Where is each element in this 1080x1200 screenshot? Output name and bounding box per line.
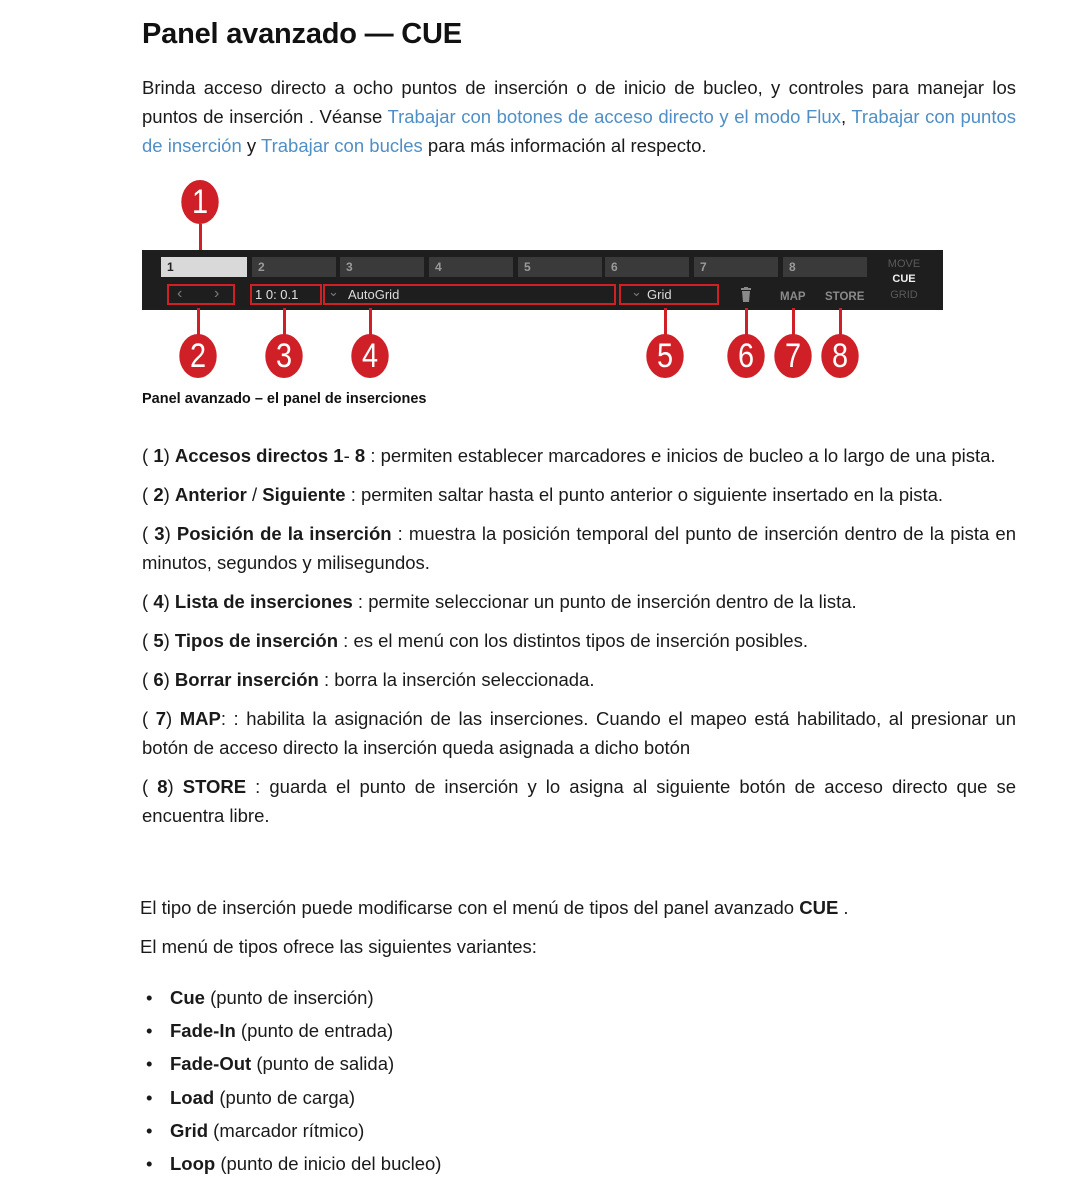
callout-marker-7: 7 bbox=[774, 334, 811, 378]
paragraph-bold: CUE bbox=[799, 897, 839, 918]
item-label: MAP bbox=[179, 708, 221, 729]
item-description: : permite seleccionar un punto de inserción dentro de la lista. bbox=[352, 591, 857, 612]
bullet: • bbox=[146, 1086, 153, 1108]
item-label: Lista de inserciones bbox=[174, 591, 353, 612]
item-label-sep: / bbox=[246, 484, 263, 505]
item-description: : : habilita la asignación de las inserciones. Cuando el mapeo está habilitado, al presionar un botón de acceso directo la inserción queda asignada a dicho botón bbox=[142, 708, 1016, 758]
hotcue-slot-2[interactable]: 2 bbox=[252, 257, 336, 277]
description-item-2: ( 2) Anterior / Siguiente : permiten saltar hasta el punto anterior o siguiente insertado en la pista. bbox=[142, 484, 944, 505]
previous-cue-button[interactable]: ‹ bbox=[177, 285, 183, 302]
link-hotcue-flux[interactable]: Trabajar con botones de acceso directo y el modo Flux bbox=[387, 106, 841, 127]
callout-line-5 bbox=[664, 308, 667, 336]
list-item bbox=[146, 1147, 441, 1180]
callout-marker-3: 3 bbox=[265, 334, 302, 378]
item-label: Anterior bbox=[174, 484, 247, 505]
page-title: Panel avanzado — CUE bbox=[142, 18, 462, 50]
variant-name: Fade-Out bbox=[170, 1053, 252, 1075]
item-number: 8 bbox=[157, 776, 168, 797]
description-item-8: ( 8) STORE : guarda el punto de inserción y lo asigna al siguiente botón de acceso directo que se encuentra libre. bbox=[142, 776, 1016, 826]
variant-name: Load bbox=[170, 1086, 215, 1108]
list-item bbox=[146, 1114, 441, 1147]
list-item bbox=[146, 1014, 441, 1047]
description-item-5: ( 5) Tipos de inserción : es el menú con los distintos tipos de inserción posibles. bbox=[142, 630, 808, 651]
item-description: : borra la inserción seleccionada. bbox=[318, 669, 595, 690]
bullet: • bbox=[146, 1119, 153, 1141]
callout-marker-5: 5 bbox=[646, 334, 683, 378]
chevron-down-icon: ⌄ bbox=[631, 284, 642, 299]
intro-paragraph bbox=[142, 73, 1016, 160]
type-menu-paragraph: El menú de tipos ofrece las siguientes variantes: bbox=[140, 936, 537, 957]
callout-marker-6: 6 bbox=[727, 334, 764, 378]
description-item-6: ( 6) Borrar inserción : borra la inserción seleccionada. bbox=[142, 669, 595, 690]
hotcue-slot-8[interactable]: 8 bbox=[783, 257, 867, 277]
cue-type-paragraph bbox=[140, 893, 1020, 922]
variant-desc: (punto de carga) bbox=[214, 1086, 356, 1108]
mode-move[interactable]: MOVE bbox=[887, 258, 921, 270]
callout-marker-8: 8 bbox=[821, 334, 858, 378]
item-label-2: Siguiente bbox=[262, 484, 346, 505]
item-description: : muestra la posición temporal del punto de inserción dentro de la pista en minutos, segundos y milisegundos. bbox=[142, 523, 1016, 573]
hotcue-slot-3[interactable]: 3 bbox=[340, 257, 424, 277]
callout-line-2 bbox=[197, 308, 200, 336]
callout-line-8 bbox=[839, 308, 842, 336]
hotcue-slot-5[interactable]: 5 bbox=[518, 257, 602, 277]
next-cue-button[interactable]: › bbox=[214, 285, 220, 302]
list-item bbox=[146, 1081, 441, 1114]
hotcue-slot-4[interactable]: 4 bbox=[429, 257, 513, 277]
link-cue-points[interactable]: Trabajar con puntos de inserción bbox=[142, 106, 1016, 156]
item-description: : permiten saltar hasta el punto anterior o siguiente insertado en la pista. bbox=[345, 484, 944, 505]
cue-panel-screenshot bbox=[142, 250, 943, 310]
bullet: • bbox=[146, 987, 153, 1008]
hotcue-slot-7[interactable]: 7 bbox=[694, 257, 778, 277]
callout-marker-1: 1 bbox=[181, 180, 218, 224]
item-number: 6 bbox=[153, 669, 164, 690]
variant-name: Cue bbox=[170, 987, 205, 1008]
item-number: 7 bbox=[155, 708, 167, 729]
callout-line-7 bbox=[792, 308, 795, 336]
item-number: 1 bbox=[153, 445, 164, 466]
cue-position-display: 1 0: 0.1 bbox=[255, 287, 299, 302]
link-loops[interactable]: Trabajar con bucles bbox=[260, 135, 423, 156]
item-label: STORE bbox=[182, 776, 247, 797]
bullet: • bbox=[146, 1053, 153, 1075]
variant-desc: (punto de entrada) bbox=[235, 1020, 394, 1042]
variant-name: Loop bbox=[170, 1153, 216, 1175]
separator: , bbox=[840, 106, 852, 127]
cue-type-variants-list bbox=[146, 981, 441, 1180]
cue-type-dropdown[interactable]: Grid bbox=[647, 287, 672, 302]
store-button[interactable]: STORE bbox=[825, 291, 865, 303]
callout-line-3 bbox=[283, 308, 286, 336]
description-item-3: ( 3) Posición de la inserción : muestra la posición temporal del punto de inserción dentro de la pista en minutos, segundos y milisegundos. bbox=[142, 523, 1016, 573]
list-item bbox=[146, 1047, 441, 1080]
variant-name: Grid bbox=[170, 1119, 209, 1141]
variant-name: Fade-In bbox=[170, 1020, 236, 1042]
item-label: Posición de la inserción bbox=[176, 523, 392, 544]
intro-text: Brinda acceso directo a ocho puntos de inserción o de inicio de bucleo, y controles para manejar los puntos de inserción . Véanse bbox=[142, 77, 1016, 127]
callout-line-6 bbox=[745, 308, 748, 336]
callout-marker-4: 4 bbox=[351, 334, 388, 378]
item-label-sep: - bbox=[343, 445, 355, 466]
item-number: 5 bbox=[153, 630, 164, 651]
variant-desc: (punto de salida) bbox=[251, 1053, 395, 1075]
item-number: 3 bbox=[154, 523, 165, 544]
item-number: 2 bbox=[153, 484, 164, 505]
description-item-1: ( 1) Accesos directos 1- 8 : permiten establecer marcadores e inicios de bucleo a lo largo de una pista. bbox=[142, 445, 996, 466]
mode-grid[interactable]: GRID bbox=[890, 289, 918, 301]
hotcue-slot-6[interactable]: 6 bbox=[605, 257, 689, 277]
separator: y bbox=[241, 135, 261, 156]
variant-desc: (punto de inserción) bbox=[204, 987, 374, 1008]
item-description: : es el menú con los distintos tipos de inserción posibles. bbox=[338, 630, 808, 651]
paragraph-end: . bbox=[838, 897, 849, 918]
mode-cue[interactable]: CUE bbox=[892, 273, 916, 285]
bullet: • bbox=[146, 1153, 153, 1175]
description-item-4: ( 4) Lista de inserciones : permite seleccionar un punto de inserción dentro de la lista. bbox=[142, 591, 857, 612]
callout-descriptions bbox=[142, 441, 1016, 840]
variant-desc: (punto de inicio del bucleo) bbox=[215, 1153, 442, 1175]
item-label: Tipos de inserción bbox=[174, 630, 339, 651]
list-item bbox=[146, 981, 441, 1014]
chevron-down-icon: ⌄ bbox=[328, 284, 339, 299]
paragraph-text: El tipo de inserción puede modificarse con el menú de tipos del panel avanzado bbox=[140, 897, 800, 918]
map-button[interactable]: MAP bbox=[780, 291, 806, 303]
description-item-7: ( 7) MAP: : habilita la asignación de las inserciones. Cuando el mapeo está habilitado, al presionar un botón de acceso directo la inserción queda asignada a dicho botón bbox=[142, 708, 1016, 758]
item-label-2: 8 bbox=[354, 445, 366, 466]
item-label: Borrar inserción bbox=[174, 669, 319, 690]
figure-caption: Panel avanzado – el panel de inserciones bbox=[142, 391, 427, 407]
callout-line-4 bbox=[369, 308, 372, 336]
item-label: Accesos directos 1 bbox=[174, 445, 344, 466]
item-description: : guarda el punto de inserción y lo asigna al siguiente botón de acceso directo que se encuentra libre. bbox=[142, 776, 1016, 826]
intro-text-end: para más información al respecto. bbox=[422, 135, 707, 156]
cue-list-dropdown[interactable]: AutoGrid bbox=[348, 287, 400, 302]
bullet: • bbox=[146, 1020, 153, 1042]
variant-desc: (marcador rítmico) bbox=[208, 1119, 365, 1141]
item-number: 4 bbox=[153, 591, 164, 612]
hotcue-slot-1[interactable]: 1 bbox=[161, 257, 247, 277]
callout-marker-2: 2 bbox=[179, 334, 216, 378]
trash-icon[interactable] bbox=[740, 287, 752, 302]
item-description: : permiten establecer marcadores e inicios de bucleo a lo largo de una pista. bbox=[365, 445, 996, 466]
